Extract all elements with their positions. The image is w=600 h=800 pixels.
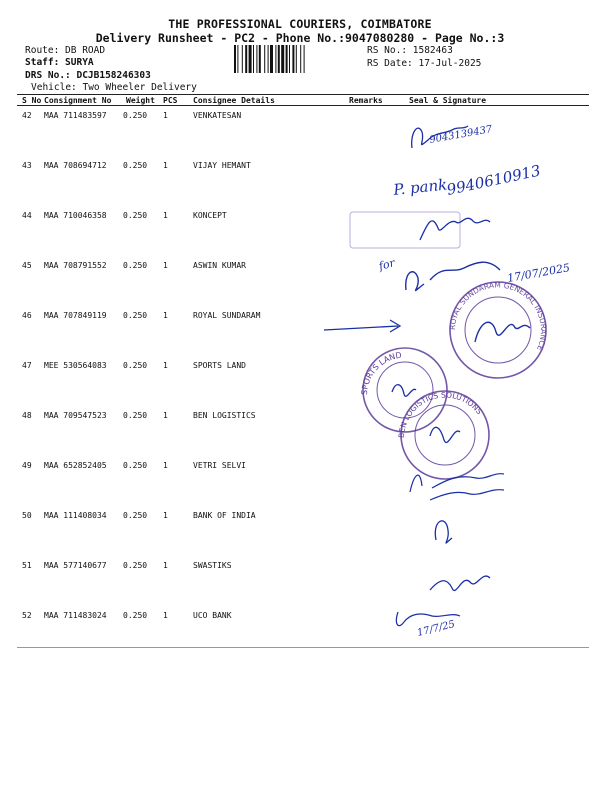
row-weight: 0.250 [123,461,148,470]
row-pcs: 1 [163,361,168,370]
row-weight: 0.250 [123,211,148,220]
stamp-text: ROYAL SUNDARAM GENERAL INSURANCE [447,280,549,352]
row-sno: 52 [22,611,32,620]
row-weight: 0.250 [123,311,148,320]
route-label: Route: DB ROAD [25,45,106,56]
row-consignee: KONCEPT [193,211,227,220]
row-consignment: MAA 708694712 [44,161,107,170]
svg-text:SPORTS LAND [360,351,402,396]
stamp-text: SPORTS LAND [359,350,403,396]
row-sno: 46 [22,311,32,320]
row-consignment: MAA 577140677 [44,561,107,570]
row-consignment: MAA 652852405 [44,461,107,470]
handwritten-phone: 9940610913 [445,161,543,199]
staff-label: Staff: SURYA [25,57,94,68]
row-pcs: 1 [163,561,168,570]
sheet-title: Delivery Runsheet - PC2 - Phone No.:9047080280 - Page No.:3 [95,31,505,45]
row-consignment: MAA 710046358 [44,211,107,220]
row-pcs: 1 [163,611,168,620]
row-consignment: MAA 711483024 [44,611,107,620]
row-weight: 0.250 [123,561,148,570]
row-consignee: BANK OF INDIA [193,511,256,520]
row-consignee: BEN LOGISTICS [193,411,256,420]
signature-vetri-selvi [410,474,504,500]
row-pcs: 1 [163,411,168,420]
row-weight: 0.250 [123,361,148,370]
row-weight: 0.250 [123,261,148,270]
svg-text:ROYAL SUNDARAM GENERAL INSURAN [448,280,548,352]
faded-stamp [350,212,460,248]
stamp-text: BEN LOGISTICS SOLUTIONS [396,390,484,439]
col-remarks: Remarks [349,96,383,105]
handwritten-date: 17/07/2025 [506,261,571,285]
row-consignee: ROYAL SUNDARAM [193,311,261,320]
row-consignee: SPORTS LAND [193,361,246,370]
row-consignee: SWASTIKS [193,561,232,570]
vehicle-label: Vehicle: Two Wheeler Delivery [31,82,197,93]
col-weight: Weight [126,96,155,105]
arrow-mark [324,320,400,332]
row-sno: 47 [22,361,32,370]
row-weight: 0.250 [123,611,148,620]
row-consignee: VETRI SELVI [193,461,246,470]
col-consignment: Consignment No [44,96,112,105]
row-weight: 0.250 [123,111,148,120]
row-sno: 51 [22,561,32,570]
row-consignee: UCO BANK [193,611,232,620]
drs-number: DRS No.: DCJB158246303 [25,70,151,81]
signature-koncept [420,218,490,240]
row-weight: 0.250 [123,161,148,170]
row-sno: 42 [22,111,32,120]
row-consignment: MAA 707849119 [44,311,107,320]
row-consignee: ASWIN KUMAR [193,261,246,270]
row-consignment: MEE 530564083 [44,361,107,370]
row-consignment: MAA 708791552 [44,261,107,270]
row-sno: 43 [22,161,32,170]
handwritten-name: P. pank [392,175,449,199]
col-consignee: Consignee Details [193,96,275,105]
stamp-royal-sundaram [448,280,548,378]
row-pcs: 1 [163,311,168,320]
rs-number: RS No.: 1582463 [367,45,453,56]
row-sno: 50 [22,511,32,520]
row-pcs: 1 [163,461,168,470]
handwritten-for: for [377,256,397,273]
col-sno: S No [22,96,42,105]
row-sno: 49 [22,461,32,470]
rs-date: RS Date: 17-Jul-2025 [367,58,482,69]
handwritten-phone: 9043139437 [428,124,494,146]
row-consignment: MAA 711483597 [44,111,107,120]
row-sno: 44 [22,211,32,220]
col-seal: Seal & Signature [409,96,487,105]
col-pcs: PCS [163,96,178,105]
row-consignee: VENKATESAN [193,111,242,120]
row-pcs: 1 [163,211,168,220]
row-consignee: VIJAY HEMANT [193,161,251,170]
row-sno: 48 [22,411,32,420]
row-pcs: 1 [163,161,168,170]
signature-swastiks [430,576,490,590]
row-sno: 45 [22,261,32,270]
signature-bank-of-india [435,521,452,543]
row-weight: 0.250 [123,411,148,420]
row-pcs: 1 [163,511,168,520]
row-consignment: MAA 111408034 [44,511,107,520]
row-pcs: 1 [163,111,168,120]
handwritten-date: 17/7/25 [416,618,457,639]
stamp-ben-logistics [397,390,489,479]
row-consignment: MAA 709547523 [44,411,107,420]
row-weight: 0.250 [123,511,148,520]
row-pcs: 1 [163,261,168,270]
company-title: THE PROFESSIONAL COURIERS, COIMBATORE [168,17,432,31]
